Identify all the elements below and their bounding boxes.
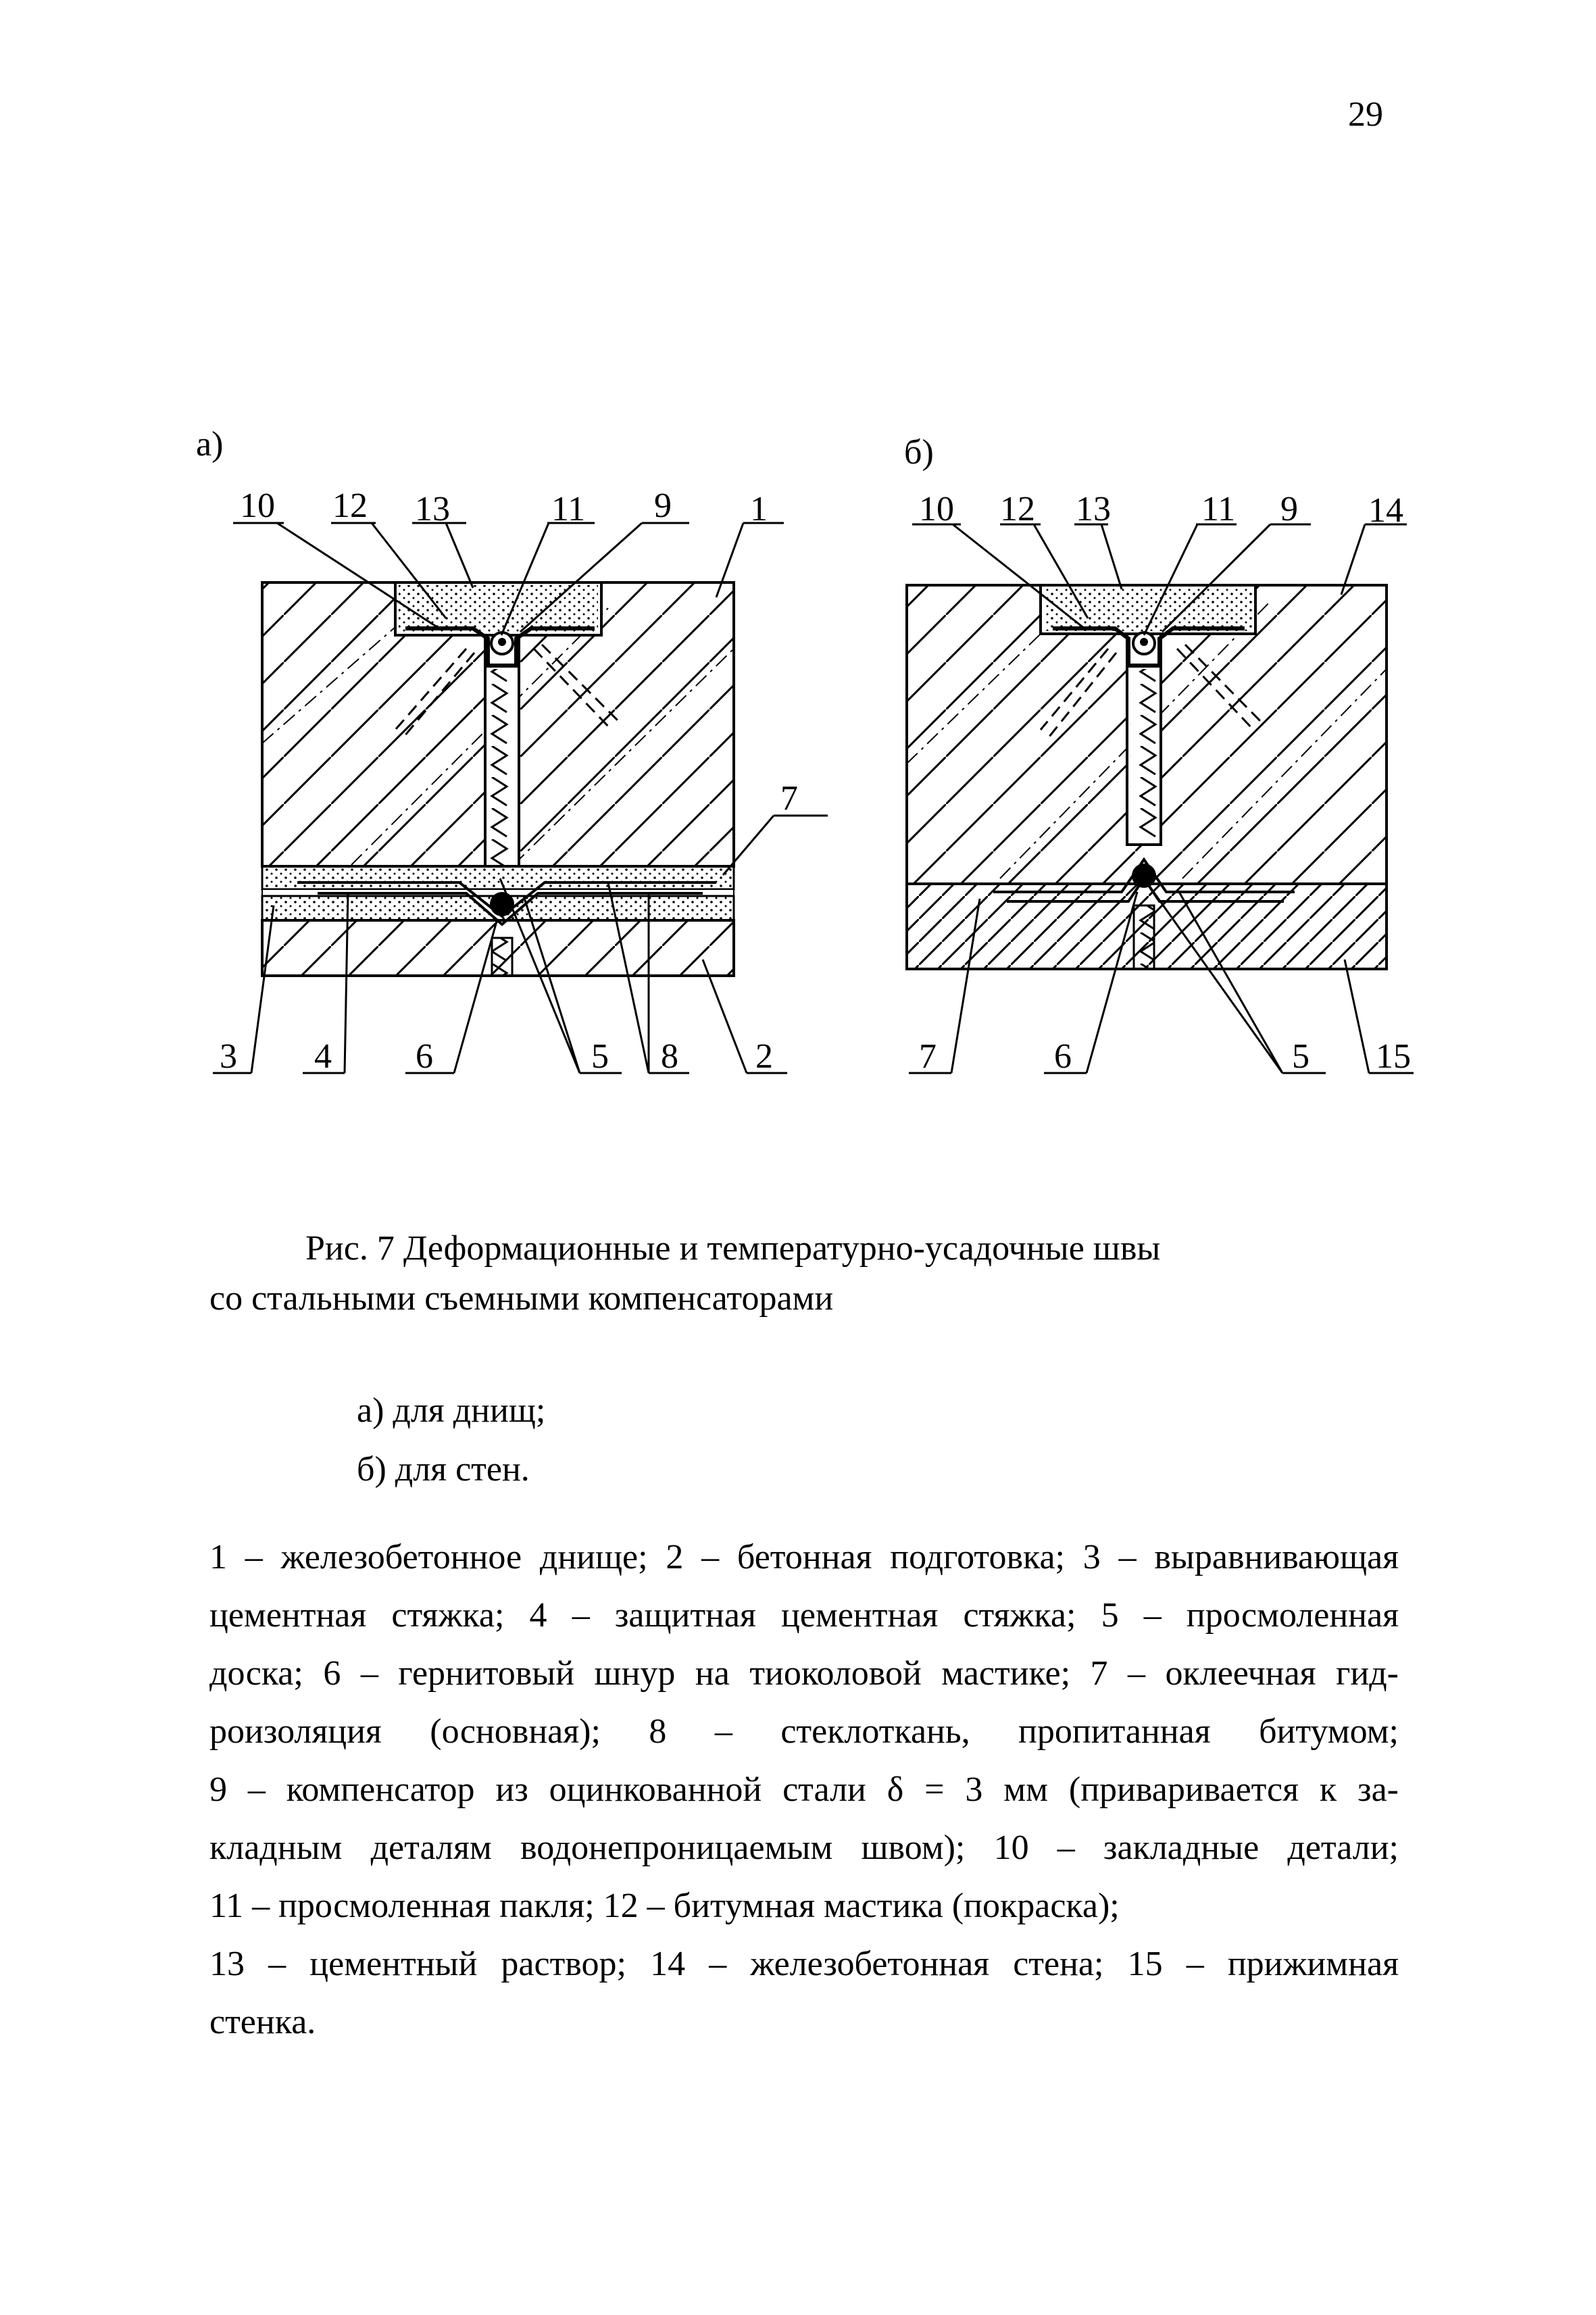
- callout-a-13: 13: [415, 490, 450, 528]
- callout-a-6: 6: [416, 1037, 433, 1076]
- callout-b-9: 9: [1280, 490, 1298, 528]
- panel-b-label: б): [904, 433, 934, 472]
- legend-line: 1 – железобетонное днище; 2 – бетонная подготовка; 3 – выравнивающая: [209, 1538, 1399, 1576]
- legend-line: цементная стяжка; 4 – защитная цементная стяжка; 5 – просмоленная: [209, 1596, 1399, 1635]
- panel-b-drawing: [907, 524, 1414, 1073]
- callout-b-10: 10: [919, 490, 954, 528]
- callout-a-2: 2: [755, 1037, 773, 1076]
- panel-a-drawing: [213, 523, 828, 1073]
- callout-b-15: 15: [1376, 1037, 1411, 1076]
- callout-b-7: 7: [919, 1037, 937, 1076]
- callout-a-12: 12: [332, 487, 368, 525]
- callout-a-9: 9: [654, 487, 672, 525]
- callout-b-5: 5: [1292, 1037, 1310, 1076]
- legend-line: доска; 6 – гернитовый шнур на тиоколовой мастике; 7 – оклеечная гид-: [209, 1654, 1399, 1693]
- legend: [209, 1528, 1399, 2051]
- callout-b-14: 14: [1368, 491, 1403, 530]
- callout-a-11: 11: [551, 490, 586, 528]
- callout-b-11: 11: [1201, 490, 1236, 528]
- callout-b-6: 6: [1054, 1037, 1072, 1076]
- panel-a-label: а): [196, 425, 224, 464]
- legend-line: кладным деталям водонепроницаемым швом); 10 – закладные детали;: [209, 1828, 1399, 1867]
- legend-line: 11 – просмоленная пакля; 12 – битумная мастика (покраска);: [209, 1887, 1120, 1925]
- figure-caption-line2: со стальными съемными компенсаторами: [209, 1279, 834, 1318]
- page-number: 29: [1348, 95, 1383, 134]
- legend-line: 13 – цементный раствор; 14 – железобетонная стена; 15 – прижимная: [209, 1945, 1399, 1983]
- caption-item-a: а) для днищ;: [357, 1391, 546, 1430]
- callout-a-1: 1: [750, 490, 768, 528]
- callout-a-5: 5: [591, 1037, 609, 1076]
- callout-a-10: 10: [240, 487, 275, 525]
- figure-caption: Рис. 7 Деформационные и температурно-усадочные швы: [305, 1229, 1161, 1268]
- callout-a-7: 7: [780, 779, 798, 818]
- callout-a-8: 8: [661, 1037, 678, 1076]
- legend-line: стенка.: [209, 2003, 316, 2041]
- caption-item-b: б) для стен.: [357, 1450, 530, 1489]
- callout-a-3: 3: [220, 1037, 237, 1076]
- callout-b-13: 13: [1076, 490, 1111, 528]
- callout-a-4: 4: [314, 1037, 332, 1076]
- expansion-joint-drawing: [0, 0, 1596, 1149]
- legend-line: роизоляция (основная); 8 – стеклоткань, пропитанная битумом;: [209, 1712, 1399, 1751]
- legend-line: 9 – компенсатор из оцинкованной стали δ = 3 мм (приваривается к за-: [209, 1770, 1399, 1809]
- callout-b-12: 12: [1000, 490, 1035, 528]
